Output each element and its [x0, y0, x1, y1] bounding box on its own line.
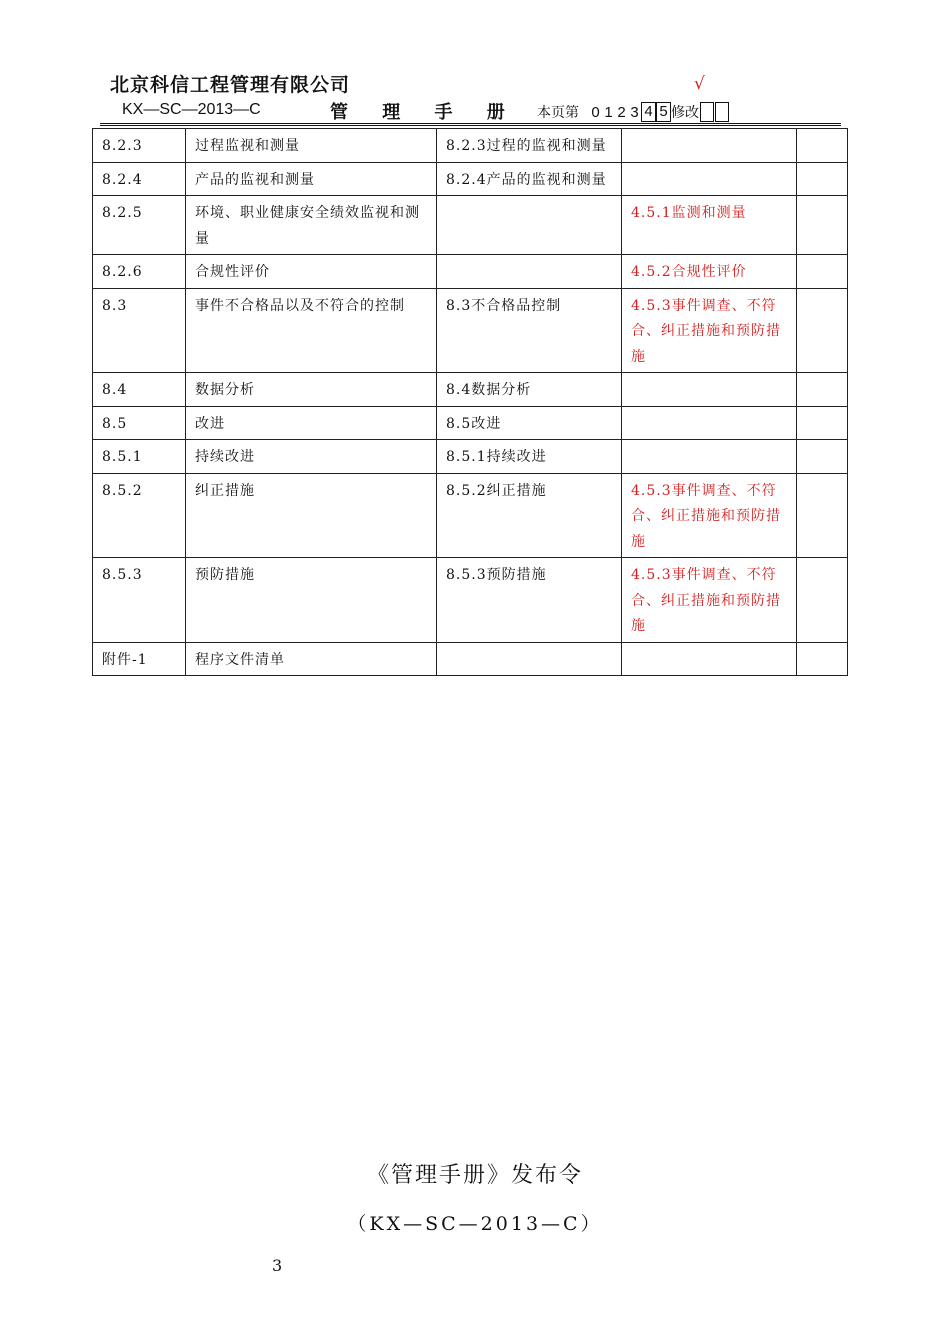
table-cell-c3: 8.3不合格品控制	[437, 288, 622, 373]
table-cell-c2: 产品的监视和测量	[186, 162, 437, 196]
company-name: 北京科信工程管理有限公司	[110, 74, 351, 96]
table-row	[93, 196, 848, 255]
table-cell-c1: 8.2.6	[93, 255, 186, 289]
table-cell-c4	[622, 440, 797, 474]
table-cell-c5	[797, 406, 848, 440]
revision-prefix: 本页第	[537, 105, 579, 121]
table-cell-c5	[797, 373, 848, 407]
table-cell-c2: 事件不合格品以及不符合的控制	[186, 288, 437, 373]
header-rule	[100, 123, 841, 124]
table-row	[93, 406, 848, 440]
table-cell-c3: 8.2.3过程的监视和测量	[437, 129, 622, 163]
document-number: KX—SC—2013—C	[122, 101, 261, 118]
table-row	[93, 129, 848, 163]
table-cell-c5	[797, 288, 848, 373]
table-cell-c2: 持续改进	[186, 440, 437, 474]
release-order-code: （KX—SC—2013—C）	[347, 1213, 603, 1235]
table-cell-c4	[622, 162, 797, 196]
revision-digit-0: 0	[591, 103, 600, 121]
table-cell-c2: 改进	[186, 406, 437, 440]
revision-check-mark: √	[694, 74, 705, 94]
header-rule	[100, 125, 841, 126]
manual-title: 管 理 手 册	[330, 102, 519, 123]
table-cell-c1: 8.5	[93, 406, 186, 440]
revision-digit-3: 3	[630, 103, 639, 121]
page-number: 3	[272, 1256, 283, 1275]
table-cell-c4	[622, 373, 797, 407]
table-row	[93, 373, 848, 407]
table-cell-c1: 8.5.3	[93, 558, 186, 643]
revision-digit-1: 1	[604, 103, 613, 121]
table-cell-c3: 8.5.2纠正措施	[437, 473, 622, 558]
empty-revision-box	[700, 102, 714, 122]
table-cell-c3: 8.5.3预防措施	[437, 558, 622, 643]
table-cell-c5	[797, 440, 848, 474]
table-cell-c5	[797, 129, 848, 163]
table-row	[93, 288, 848, 373]
table-cell-c4	[622, 406, 797, 440]
table-cell-c3	[437, 255, 622, 289]
table-cell-c1: 8.3	[93, 288, 186, 373]
table-cell-c4: 4.5.1监测和测量	[622, 196, 797, 255]
table-cell-c1: 8.4	[93, 373, 186, 407]
empty-revision-box	[715, 102, 729, 122]
table-cell-c5	[797, 196, 848, 255]
table-row	[93, 473, 848, 558]
revision-suffix: 修改	[671, 105, 699, 121]
table-cell-c3: 8.5.1持续改进	[437, 440, 622, 474]
table-cell-c4	[622, 642, 797, 676]
table-cell-c4	[622, 129, 797, 163]
table-cell-c3: 8.4数据分析	[437, 373, 622, 407]
table-cell-c1: 8.5.2	[93, 473, 186, 558]
table-cell-c2: 合规性评价	[186, 255, 437, 289]
table-row	[93, 440, 848, 474]
table-cell-c5	[797, 255, 848, 289]
clause-correspondence-table	[92, 128, 848, 676]
table-cell-c3: 8.2.4产品的监视和测量	[437, 162, 622, 196]
revision-line	[537, 102, 729, 122]
table-row	[93, 162, 848, 196]
revision-digit-2: 2	[617, 103, 626, 121]
revision-digit-4: 4	[641, 102, 656, 122]
table-cell-c2: 数据分析	[186, 373, 437, 407]
table-cell-c4: 4.5.2合规性评价	[622, 255, 797, 289]
table-cell-c2: 纠正措施	[186, 473, 437, 558]
table-cell-c2: 预防措施	[186, 558, 437, 643]
table-cell-c1: 附件-1	[93, 642, 186, 676]
table-cell-c1: 8.5.1	[93, 440, 186, 474]
table-cell-c5	[797, 473, 848, 558]
table-row	[93, 558, 848, 643]
table-row	[93, 642, 848, 676]
table-cell-c3	[437, 642, 622, 676]
table-row	[93, 255, 848, 289]
table-cell-c1: 8.2.5	[93, 196, 186, 255]
table-cell-c4: 4.5.3事件调查、不符合、纠正措施和预防措施	[622, 558, 797, 643]
table-cell-c2: 过程监视和测量	[186, 129, 437, 163]
table-cell-c3	[437, 196, 622, 255]
table-cell-c1: 8.2.3	[93, 129, 186, 163]
table-cell-c5	[797, 162, 848, 196]
table-cell-c5	[797, 642, 848, 676]
release-order-title: 《管理手册》发布令	[366, 1163, 583, 1188]
table-body	[93, 129, 848, 676]
table-cell-c5	[797, 558, 848, 643]
table-cell-c2: 环境、职业健康安全绩效监视和测量	[186, 196, 437, 255]
table-cell-c2: 程序文件清单	[186, 642, 437, 676]
revision-digit-5: 5	[656, 102, 671, 122]
table-cell-c3: 8.5改进	[437, 406, 622, 440]
table-cell-c4: 4.5.3事件调查、不符合、纠正措施和预防措施	[622, 288, 797, 373]
table-cell-c4: 4.5.3事件调查、不符合、纠正措施和预防措施	[622, 473, 797, 558]
table-cell-c1: 8.2.4	[93, 162, 186, 196]
